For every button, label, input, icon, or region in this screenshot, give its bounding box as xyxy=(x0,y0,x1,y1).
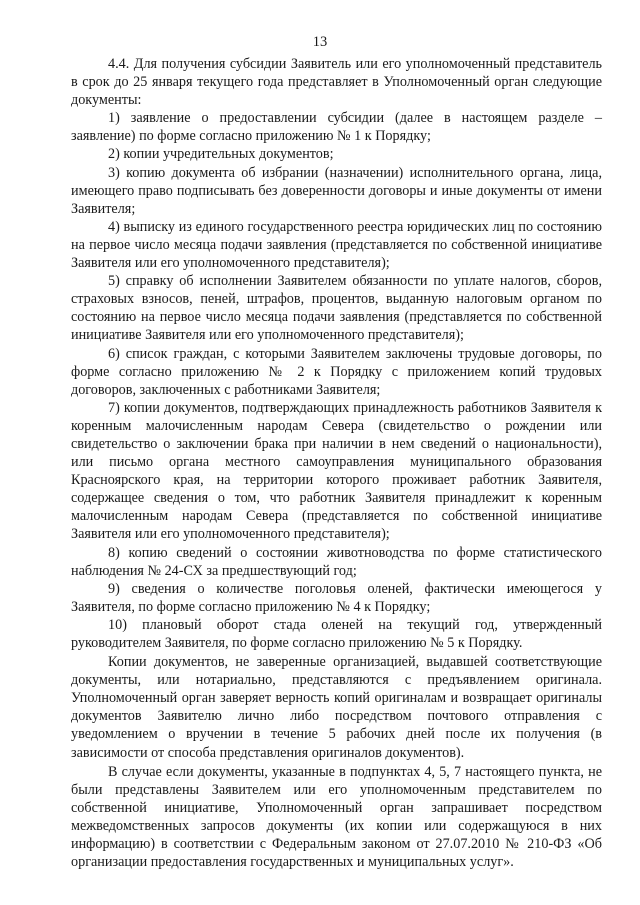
list-item-8-livestock-report: 8) копию сведений о состоянии животноводства по форме статистического наблюдения № 24-СХ за предшествующий год; xyxy=(71,544,602,579)
page-number: 13 xyxy=(312,34,328,50)
list-item-3-executive-appointment: 3) копию документа об избрании (назначении) исполнительного органа, лица, имеющего право подписывать без доверенности договоры и иные документы от имени Заявителя; xyxy=(71,164,602,217)
paragraph-copies-certification: Копии документов, не заверенные организацией, выдавшей соответствующие документы, или нотариально, представляются с предъявлением оригинала. Уполномоченный орган заверяет верность копий оригиналам и возвращает оригиналы документов Заявителю лично либо посредством почтового отправления с уведомлением о вручении в течение 5 рабочих дней после их получения (в зависимости от способа представления оригиналов документов). xyxy=(71,654,602,761)
list-item-10-herd-turnover: 10) плановый оборот стада оленей на текущий год, утвержденный руководителем Заявителя, по форме согласно приложению № 5 к Порядку. xyxy=(71,616,602,651)
list-item-5-tax-certificate: 5) справку об исполнении Заявителем обязанности по уплате налогов, сборов, страховых взносов, пеней, штрафов, процентов, выданную налоговым органом по состоянию на первое число месяца подачи заявления (представляется по собственной инициативе Заявителя или его уполномоченного представителя); xyxy=(71,273,602,344)
paragraph-interagency-requests: В случае если документы, указанные в подпунктах 4, 5, 7 настоящего пункта, не были представлены Заявителем или его уполномоченным представителем по собственной инициативе, Уполномоченный орган запрашивает посредством межведомственных запросов документы (их копии или содержащуюся в них информацию) в соответствии с Федеральным законом от 27.07.2010 № 210-ФЗ «Об организации предоставления государственных и муниципальных услуг». xyxy=(71,763,602,871)
list-item-4-registry-extract: 4) выписку из единого государственного реестра юридических лиц по состоянию на первое число месяца подачи заявления (представляется по собственной инициативе Заявителя или его уполномоченного представителя); xyxy=(71,218,602,272)
paragraph-4-4-intro: 4.4. Для получения субсидии Заявитель или его уполномоченный представитель в срок до 25 января текущего года представляет в Уполномоченный орган следующие документы: xyxy=(71,56,602,109)
list-item-2-founding-docs: 2) копии учредительных документов; xyxy=(108,146,334,163)
document-body xyxy=(71,55,602,871)
list-item-1-application: 1) заявление о предоставлении субсидии (далее в настоящем разделе – заявление) по форме согласно приложению № 1 к Порядку; xyxy=(71,110,602,145)
list-item-9-reindeer-count: 9) сведения о количестве поголовья оленей, фактически имеющегося у Заявителя, по форме согласно приложению № 4 к Порядку; xyxy=(71,580,602,615)
list-item-6-employee-list: 6) список граждан, с которыми Заявителем заключены трудовые договоры, по форме согласно приложению № 2 к Порядку с приложением копий трудовых договоров, заключенных с работниками Заявителя; xyxy=(71,345,602,398)
list-item-7-indigenous-docs: 7) копии документов, подтверждающих принадлежность работников Заявителя к коренным малочисленным народам Севера (свидетельство о рождении или свидетельство о заключении брака при наличии в нем сведений о национальности), или письмо органа местного самоуправления муниципального образования Красноярского края, на территории которого проживает работник Заявителя, содержащее сведения о том, что работник Заявителя принадлежит к коренным малочисленным народам Севера (представляется по собственной инициативе Заявителя или его уполномоченного представителя); xyxy=(71,399,602,543)
